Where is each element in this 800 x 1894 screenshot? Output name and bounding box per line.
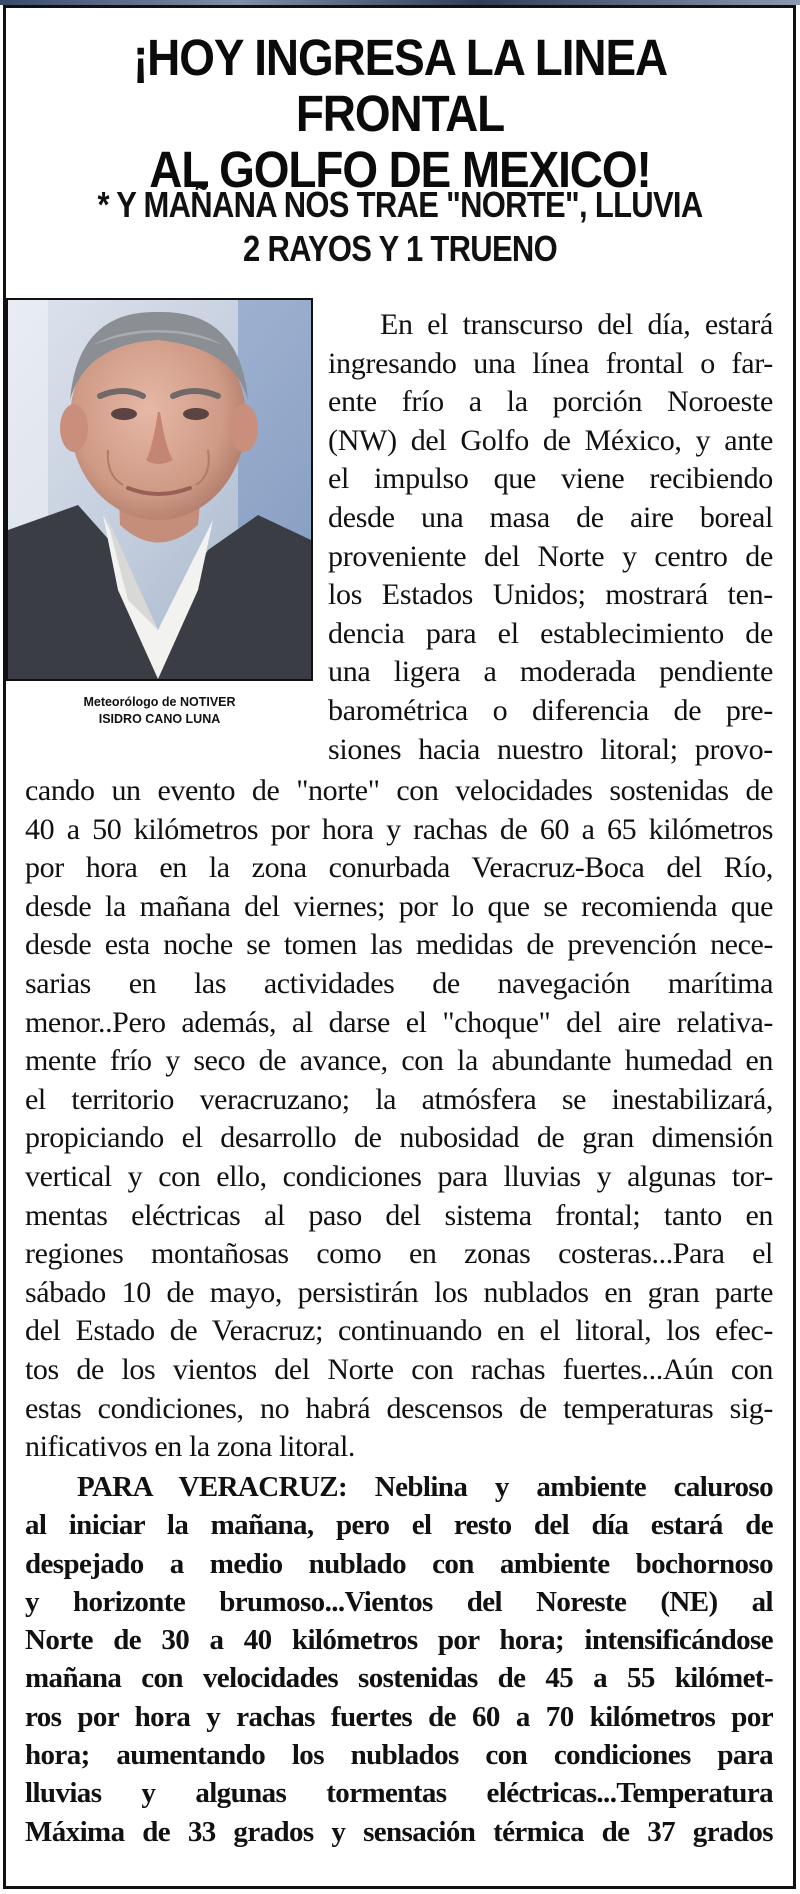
- body-line: tos de los vientos del Norte con rachas fuertes...Aún con: [25, 1352, 773, 1386]
- forecast-line: PARA VERACRUZ: Neblina y ambiente caluroso: [77, 1471, 773, 1503]
- body-line: el territorio veracruzano; la atmósfera se inestabilizará,: [25, 1082, 773, 1116]
- forecast-line: ros por hora y rachas fuertes de 60 a 70 kilómetros por: [25, 1700, 773, 1733]
- body-line: cando un evento de "norte" con velocidades sostenidas de: [25, 774, 773, 807]
- body-line: desde esta noche se tomen las medidas de prevención nece-: [25, 928, 773, 962]
- body-line: ente frío a la porción Noroeste: [328, 385, 773, 419]
- body-line: menor..Pero además, al darse el "choque" del aire relativa-: [25, 1005, 773, 1039]
- body-line: propiciando el desarrollo de nubosidad de gran dimensión: [25, 1121, 773, 1155]
- forecast-line: y horizonte brumoso...Vientos del Noreste (NE) al: [25, 1585, 773, 1618]
- subhead-line-1: * Y MAÑANA NOS TRAE "NORTE", LLUVIA: [97, 184, 703, 225]
- forecast-line: despejado a medio nublado con ambiente bochornoso: [25, 1547, 773, 1580]
- headline: [49, 30, 751, 198]
- body-line: los Estados Unidos; mostrará ten-: [328, 578, 773, 612]
- subheadline: [65, 183, 736, 271]
- body-line: 40 a 50 kilómetros por hora y rachas de 60 a 65 kilómetros: [25, 812, 773, 846]
- headline-line-1: ¡HOY INGRESA LA LINEA FRONTAL: [132, 29, 668, 142]
- body-text-beside-photo: [328, 306, 773, 769]
- body-line: sarias en las actividades de navegación marítima: [25, 966, 773, 1000]
- body-line: desde la mañana del viernes; por lo que se recomienda que: [25, 889, 773, 923]
- body-line: del Estado de Veracruz; continuando en el litoral, los efec-: [25, 1314, 773, 1348]
- forecast-line: lluvias y algunas tormentas eléctricas...Temperatura: [25, 1777, 773, 1810]
- photo-caption: [6, 694, 313, 728]
- body-line: En el transcurso del día, estará: [380, 308, 773, 341]
- body-line: desde una masa de aire boreal: [328, 500, 773, 534]
- body-line: (NW) del Golfo de México, y ante: [328, 423, 773, 457]
- body-line: siones hacia nuestro litoral; provo-: [328, 732, 773, 766]
- forecast-line: Máxima de 33 grados y sensación térmica de 37 grados: [25, 1815, 773, 1848]
- veracruz-forecast: [25, 1468, 773, 1851]
- body-line: sábado 10 de mayo, persistirán los nublados en gran parte: [25, 1275, 773, 1309]
- body-line: regiones montañosas como en zonas costeras...Para el: [25, 1237, 773, 1271]
- subhead-line-2: 2 RAYOS Y 1 TRUENO: [243, 228, 557, 269]
- caption-line-1: Meteorólogo de NOTIVER: [83, 695, 236, 709]
- body-text-full-width: [25, 772, 773, 1467]
- body-line: una ligera a moderada pendiente: [328, 655, 773, 689]
- body-line: vertical y con ello, condiciones para lluvias y algunas tor-: [25, 1159, 773, 1193]
- body-line: proveniente del Norte y centro de: [328, 539, 773, 573]
- meteorologist-photo: [6, 298, 313, 681]
- portrait-illustration: [8, 300, 311, 679]
- body-line: nificativos en la zona litoral.: [25, 1430, 355, 1464]
- body-line: mentas eléctricas al paso del sistema frontal; tanto en: [25, 1198, 773, 1232]
- forecast-line: Norte de 30 a 40 kilómetros por hora; intensificándose: [25, 1624, 773, 1657]
- forecast-line: al iniciar la mañana, pero el resto del día estará de: [25, 1509, 773, 1542]
- forecast-line: hora; aumentando los nublados con condiciones para: [25, 1739, 773, 1772]
- body-line: dencia para el establecimiento de: [328, 616, 773, 650]
- body-line: el impulso que viene recibiendo: [328, 462, 773, 496]
- forecast-line: mañana con velocidades sostenidas de 45 a 55 kilómet-: [25, 1662, 773, 1695]
- body-line: por hora en la zona conurbada Veracruz-Boca del Río,: [25, 851, 773, 885]
- caption-line-2: ISIDRO CANO LUNA: [98, 712, 221, 726]
- body-line: barométrica o diferencia de pre-: [328, 693, 773, 727]
- headline-line-2: AL GOLFO DE MEXICO!: [149, 141, 651, 198]
- body-line: estas condiciones, no habrá descensos de temperaturas sig-: [25, 1391, 773, 1425]
- body-line: ingresando una línea frontal o far-: [328, 346, 773, 380]
- body-line: mente frío y seco de avance, con la abundante humedad en: [25, 1044, 773, 1078]
